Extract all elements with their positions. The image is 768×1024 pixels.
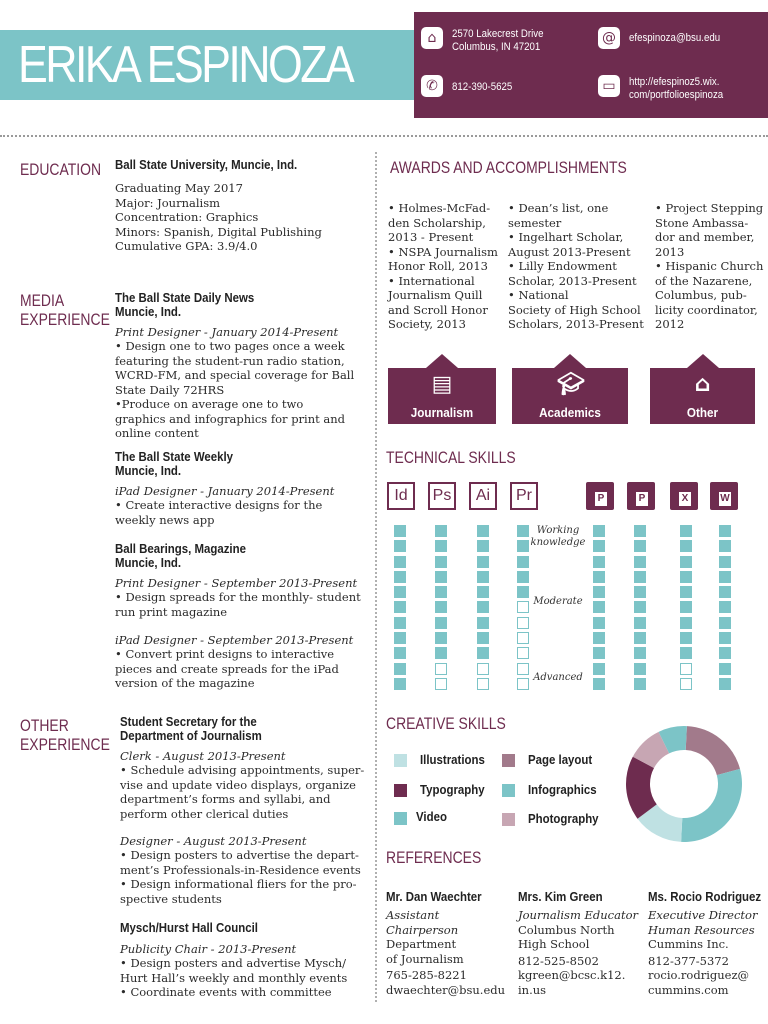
skill-bar-cell: [435, 556, 447, 568]
skill-bar-cell: [394, 617, 406, 629]
legend-swatch-page-layout: [502, 754, 515, 767]
skill-bar-cell: [634, 571, 646, 583]
bearings-title: Ball Bearings, Magazine: [115, 541, 246, 556]
legend-swatch-video: [394, 812, 407, 825]
skill-bar-cell: [435, 571, 447, 583]
skill-bar-cell: [593, 663, 605, 675]
word-icon: W: [710, 482, 738, 510]
skill-bar-cell: [680, 586, 692, 598]
legend-typography: Typography: [420, 782, 485, 797]
skill-bar-cell: [719, 617, 731, 629]
publisher-icon: P: [627, 482, 655, 510]
reference-name: Mr. Dan Waechter: [386, 889, 482, 904]
legend-page-layout: Page layout: [528, 752, 593, 767]
weekly-role: iPad Designer - January 2014-Present: [115, 484, 335, 498]
legend-swatch-typography: [394, 784, 407, 797]
column-divider: [375, 152, 377, 1002]
education-school: Ball State University, Muncie, Ind.: [115, 157, 298, 172]
excel-icon: X: [670, 482, 698, 510]
legend-swatch-photography: [502, 813, 515, 826]
skill-bar-cell: [435, 663, 447, 675]
skill-bar-cell: [634, 647, 646, 659]
legend-video: Video: [416, 809, 447, 824]
secretary-title-2: Department of Journalism: [120, 728, 262, 743]
reference-name: Mrs. Kim Green: [518, 889, 603, 904]
hall-council-title: Mysch/Hurst Hall Council: [120, 920, 258, 935]
skill-bar-cell: [435, 586, 447, 598]
skill-bar-cell: [680, 663, 692, 675]
skill-bar-cell: [517, 556, 529, 568]
photoshop-icon: Ps: [428, 482, 456, 510]
secretary-duties-clerk: • Schedule advising appointments, super- vise and update video displays, organize department’s forms and syllabi, and perform other clerical duties: [120, 763, 365, 821]
indesign-icon: Id: [387, 482, 415, 510]
skill-bar-cell: [394, 525, 406, 537]
email-link[interactable]: efespinoza@bsu.edu: [629, 32, 721, 44]
website-line1[interactable]: http://efespinoz5.wix.: [629, 76, 720, 88]
legend-illustrations: Illustrations: [420, 752, 485, 767]
skill-bar-cell: [593, 632, 605, 644]
skill-bar-cell: [593, 540, 605, 552]
skill-bar-cell: [435, 525, 447, 537]
skill-bar-cell: [680, 647, 692, 659]
skill-bar-cell: [593, 647, 605, 659]
awards-column-3: • Project Stepping Stone Ambassa- dor and member, 2013 • Hispanic Church of the Nazarene, Columbus, pub- licity coordinator, 2012: [655, 201, 764, 331]
level-moderate: Moderate: [533, 596, 583, 607]
skill-bar-cell: [680, 571, 692, 583]
skill-bar-cell: [680, 617, 692, 629]
phone-number: 812-390-5625: [452, 81, 513, 93]
skill-bar-cell: [394, 632, 406, 644]
skill-bar-cell: [593, 601, 605, 613]
skill-bar: [394, 525, 406, 693]
reference-waechter: Mr. Dan Waechter Assistant Chairperson Department of Journalism 765-285-8221 dwaechter@bsu.edu: [386, 889, 506, 997]
skill-bar-cell: [435, 678, 447, 690]
skill-bar-cell: [719, 632, 731, 644]
skill-bar: [593, 525, 605, 693]
reference-name: Ms. Rocio Rodriguez: [648, 889, 762, 904]
skill-bar-cell: [477, 586, 489, 598]
education-details: Graduating May 2017 Major: Journalism Concentration: Graphics Minors: Spanish, Digital Publishing Cumulative GPA: 3.9/4.0: [115, 181, 322, 253]
skill-bar-cell: [634, 617, 646, 629]
skill-bar-cell: [593, 556, 605, 568]
bearings-role-ipad: iPad Designer - September 2013-Present: [115, 633, 354, 647]
skill-bar-cell: [634, 525, 646, 537]
skill-bar-cell: [634, 540, 646, 552]
skill-bar: [680, 525, 692, 693]
computer-icon: ▭: [598, 75, 620, 97]
church-icon: ⌂: [694, 372, 711, 397]
address-line2: Columbus, IN 47201: [452, 41, 541, 53]
skill-bar-cell: [719, 525, 731, 537]
skill-bar-cell: [680, 540, 692, 552]
skill-bar-cell: [593, 525, 605, 537]
hall-council-duties: • Design posters and advertise Mysch/ Hurt Hall’s weekly and monthly events • Coordinate events with committee: [120, 956, 348, 999]
skill-bar-cell: [435, 601, 447, 613]
premiere-icon: Pr: [510, 482, 538, 510]
daily-news-title: The Ball State Daily News: [115, 290, 255, 305]
skill-bar-cell: [477, 663, 489, 675]
skill-bar-cell: [477, 601, 489, 613]
skill-bar-cell: [719, 586, 731, 598]
bearings-duties-print: • Design spreads for the monthly- student run print magazine: [115, 590, 361, 619]
skill-bar-cell: [477, 525, 489, 537]
creative-skills-donut: [622, 722, 746, 846]
awards-heading: AWARDS AND ACCOMPLISHMENTS: [390, 158, 627, 177]
website-line2[interactable]: com/portfolioespinoza: [629, 89, 724, 101]
skill-bar: [477, 525, 489, 693]
bearings-duties-ipad: • Convert print designs to interactive pieces and create spreads for the iPad version of the magazine: [115, 647, 339, 690]
skill-bar-cell: [719, 663, 731, 675]
skill-bar-cell: [593, 678, 605, 690]
skill-bar-cell: [719, 540, 731, 552]
skill-bar-cell: [435, 617, 447, 629]
media-heading-1: MEDIA: [20, 291, 65, 310]
skill-bar-cell: [634, 556, 646, 568]
weekly-location: Muncie, Ind.: [115, 463, 182, 478]
at-icon: @: [598, 27, 620, 49]
skill-bar-cell: [719, 647, 731, 659]
skill-bar-cell: [394, 678, 406, 690]
skill-bar: [719, 525, 731, 693]
skill-bar-cell: [680, 601, 692, 613]
skill-bar-cell: [680, 556, 692, 568]
candidate-name: ERIKA ESPINOZA: [18, 36, 353, 94]
awards-column-1: • Holmes-McFad- den Scholarship, 2013 - Present • NSPA Journalism Honor Roll, 2013 • International Journalism Quill and Scroll Honor Society, 2013: [388, 201, 498, 331]
skill-bar-cell: [477, 632, 489, 644]
awards-column-2: • Dean’s list, one semester • Ingelhart Scholar, August 2013-Present • Lilly Endowment Scholar, 2013-Present • National Society of High School Scholars, 2013-Present: [508, 201, 644, 331]
skill-bar-cell: [477, 540, 489, 552]
skill-bar: [634, 525, 646, 693]
skill-bar-cell: [593, 586, 605, 598]
newspaper-icon: ▤: [431, 372, 453, 397]
skill-bar-cell: [477, 617, 489, 629]
creative-heading: CREATIVE SKILLS: [386, 714, 506, 733]
references-heading: REFERENCES: [386, 848, 482, 867]
level-advanced: Advanced: [533, 672, 583, 683]
skill-bar-cell: [680, 632, 692, 644]
powerpoint-icon: P: [586, 482, 614, 510]
secretary-role-designer: Designer - August 2013-Present: [120, 834, 307, 848]
skill-bar-cell: [634, 663, 646, 675]
education-heading: EDUCATION: [20, 160, 102, 179]
skill-bar-cell: [517, 647, 529, 659]
weekly-duties: • Create interactive designs for the weekly news app: [115, 498, 323, 527]
bearings-role-print: Print Designer - September 2013-Present: [115, 576, 358, 590]
level-working-knowledge: Working knowledge: [530, 525, 586, 548]
legend-photography: Photography: [528, 811, 599, 826]
skill-bar-cell: [634, 678, 646, 690]
skill-bar-cell: [477, 647, 489, 659]
legend-swatch-illustrations: [394, 754, 407, 767]
skill-bar: [517, 525, 529, 693]
skill-bar-cell: [394, 540, 406, 552]
skill-bar-cell: [593, 571, 605, 583]
skill-bar-cell: [719, 601, 731, 613]
other-heading-2: EXPERIENCE: [20, 735, 110, 754]
skill-bar-cell: [634, 632, 646, 644]
skill-bar-cell: [719, 678, 731, 690]
skill-bar-cell: [394, 556, 406, 568]
skill-bar-cell: [634, 601, 646, 613]
skill-bar-cell: [517, 571, 529, 583]
reference-rodriguez: Ms. Rocio Rodriguez Executive Director Human Resources Cummins Inc. 812-377-5372 rocio.rodriguez@ cummins.com: [648, 889, 762, 997]
skill-bar-cell: [477, 571, 489, 583]
other-heading-1: OTHER: [20, 716, 69, 735]
category-journalism: ▤ Journalism: [388, 368, 496, 424]
phone-icon: ✆: [421, 75, 443, 97]
illustrator-icon: Ai: [469, 482, 497, 510]
skill-bar-cell: [634, 586, 646, 598]
skill-bar: [435, 525, 447, 693]
skill-bar-cell: [435, 647, 447, 659]
technical-heading: TECHNICAL SKILLS: [386, 448, 516, 467]
dotted-divider: [0, 135, 768, 137]
category-other: ⌂ Other: [650, 368, 755, 424]
donut-slice-infographics: [681, 769, 742, 842]
skill-bar-cell: [593, 617, 605, 629]
media-heading-2: EXPERIENCE: [20, 310, 110, 329]
skill-bar-cell: [517, 632, 529, 644]
graduation-cap-icon: 🎓︎: [557, 372, 585, 397]
daily-news-duties: • Design one to two pages once a week featuring the student-run radio station, WCRD-FM, and special coverage for Ball State Daily 72HRS •Produce on average one to two graphics and infographics for print and online content: [115, 339, 355, 440]
reference-green: Mrs. Kim Green Journalism Educator Columbus North High School 812-525-8502 kgreen@bcsc.k12. in.us: [518, 889, 639, 997]
legend-swatch-infographics: [502, 784, 515, 797]
daily-news-location: Muncie, Ind.: [115, 304, 182, 319]
hall-council-role: Publicity Chair - 2013-Present: [120, 942, 297, 956]
skill-bar-cell: [394, 601, 406, 613]
bearings-location: Muncie, Ind.: [115, 555, 182, 570]
address-line1: 2570 Lakecrest Drive: [452, 28, 544, 40]
secretary-role-clerk: Clerk - August 2013-Present: [120, 749, 286, 763]
skill-bar-cell: [719, 556, 731, 568]
skill-bar-cell: [394, 647, 406, 659]
skill-bar-cell: [477, 556, 489, 568]
skill-bar-cell: [394, 663, 406, 675]
skill-bar-cell: [719, 571, 731, 583]
skill-bar-cell: [435, 632, 447, 644]
category-academics: 🎓︎ Academics: [512, 368, 628, 424]
weekly-title: The Ball State Weekly: [115, 449, 234, 464]
skill-bar-cell: [435, 540, 447, 552]
skill-bar-cell: [394, 571, 406, 583]
skill-bar-cell: [517, 617, 529, 629]
daily-news-role: Print Designer - January 2014-Present: [115, 325, 339, 339]
skill-bar-cell: [680, 678, 692, 690]
legend-infographics: Infographics: [528, 782, 597, 797]
donut-slice-page-layout: [686, 726, 740, 775]
skill-bar-cell: [680, 525, 692, 537]
skill-bar-cell: [394, 586, 406, 598]
secretary-duties-designer: • Design posters to advertise the depart- ment’s Professionals-in-Residence events • Design informational fliers for the pro- spective students: [120, 848, 361, 906]
home-icon: ⌂: [421, 27, 443, 49]
secretary-title: Student Secretary for the: [120, 714, 257, 729]
skill-bar-cell: [477, 678, 489, 690]
